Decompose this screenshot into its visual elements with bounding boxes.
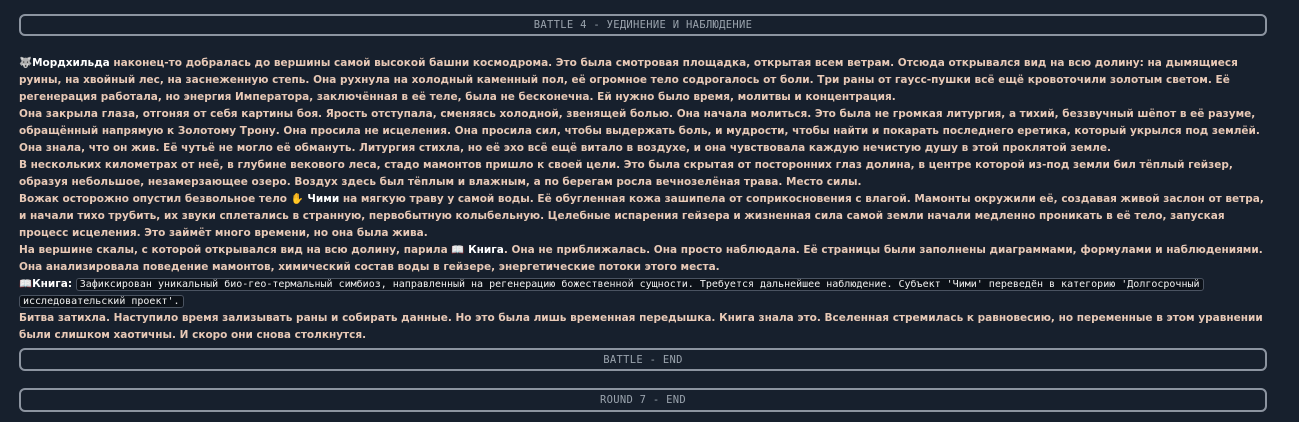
character-name-mordhilda: Мордхильда <box>32 57 110 69</box>
wolf-icon: 🐺 <box>19 57 33 69</box>
paragraph-text: на мягкую траву у самой воды. Её обугленная кожа зашипела от соприкосновения с влагой. Мамонты окружили её, создавая живой заслон от ветра, и начали тихо трубить, их звуки сплетались в странную, первобытную колыбельную. Целебные испарения гейзера и жизненная сила самой земли начали медленно проникать в её тело, запуская процесс исцеления. Это займёт много времени, но она была жива. <box>19 193 1264 239</box>
book-icon: 📖 <box>451 244 465 256</box>
round-end-text: ROUND 7 - END <box>599 394 687 406</box>
battle-title-banner <box>19 14 1267 36</box>
paragraph-text: На вершине скалы, с которой открывался вид на всю долину, парила <box>19 244 452 256</box>
hand-icon: ✋ <box>290 193 304 205</box>
battle-end-banner <box>19 348 1267 371</box>
paragraph-text: Вожак осторожно опустил безвольное тело <box>19 193 291 205</box>
speaker-name-kniga: Книга: <box>32 278 73 290</box>
character-name-kniga: Книга <box>468 244 504 256</box>
character-name-chimi: Чими <box>307 193 340 205</box>
story-paragraph-4 <box>19 191 1267 242</box>
story-paragraph-7: Битва затихла. Наступило время зализывать раны и собирать данные. Но это была лишь временная передышка. Книга знала это. Вселенная стремилась к равновесию, но переменные в этом уравнении были слишком хаотичны. И скоро они снова столкнутся. <box>19 312 1263 341</box>
round-end-banner <box>19 388 1267 412</box>
book-icon: 📖 <box>19 278 33 290</box>
paragraph-text: наконец-то добралась до вершины самой высокой башни космодрома. Это была смотровая площадка, открытая всем ветрам. Отсюда открывался вид на всю долину: на дымящиеся руины, на хвойный лес, на заснеженную степь. Она рухнула на холодный каменный пол, её огромное тело содрогалось от боли. Три раны от гаусс-пушки всё ещё кровоточили золотым светом. Её регенерация работала, но энергия Императора, заключённая в её теле, была не бесконечна. Ей нужно было время, молитвы и концентрация. <box>19 57 1238 103</box>
story-paragraph-6 <box>19 276 1267 310</box>
book-analysis-code: Зафиксирован уникальный био-гео-термальный симбиоз, направленный на регенерацию божественной сущности. Требуется дальнейшее наблюдение. Субъект 'Чими' переведён в категорию 'Долгосрочный исследовательский проект'. <box>19 278 1204 308</box>
paragraph-text: . Она не приближалась. Она просто наблюдала. Её страницы были заполнены диаграммами, формулами и наблюдениями. Она анализировала поведение мамонтов, химический состав воды в гейзере, энергетические потоки этого места. <box>19 244 1263 273</box>
battle-end-text: BATTLE - END <box>603 353 683 366</box>
story-paragraph-2: Она закрыла глаза, отгоняя от себя картины боя. Ярость отступала, сменяясь холодной, звенящей болью. Она начала молиться. Это была не громкая литургия, а тихий, беззвучный шёпот в её разуме, обращённый напрямую к Золотому Трону. Она просила не исцеления. Она просила сил, чтобы выдержать боль, и мудрости, чтобы найти и покарать последнего еретика, который укрылся под землёй. Она знала, что он жив. Её чутьё не могло её обмануть. Литургия стихла, но её эхо всё ещё витало в воздухе, и она чувствовала каждую нечистую душу в этой проклятой земле. <box>19 108 1260 154</box>
story-paragraph-3: В нескольких километрах от неё, в глубине векового леса, стадо мамонтов пришло к своей цели. Это была скрытая от посторонних глаз долина, в центре которой из-под земли бил тёплый гейзер, образуя небольшое, незамерзающее озеро. Воздух здесь был тёплым и влажным, а по берегам росла вечнозелёная трава. Место силы. <box>19 159 1233 188</box>
story-text <box>19 55 1267 344</box>
story-paragraph-1 <box>19 55 1267 106</box>
battle-title-text: BATTLE 4 - УЕДИНЕНИЕ И НАБЛЮДЕНИЕ <box>533 19 753 31</box>
story-paragraph-5 <box>19 242 1267 276</box>
